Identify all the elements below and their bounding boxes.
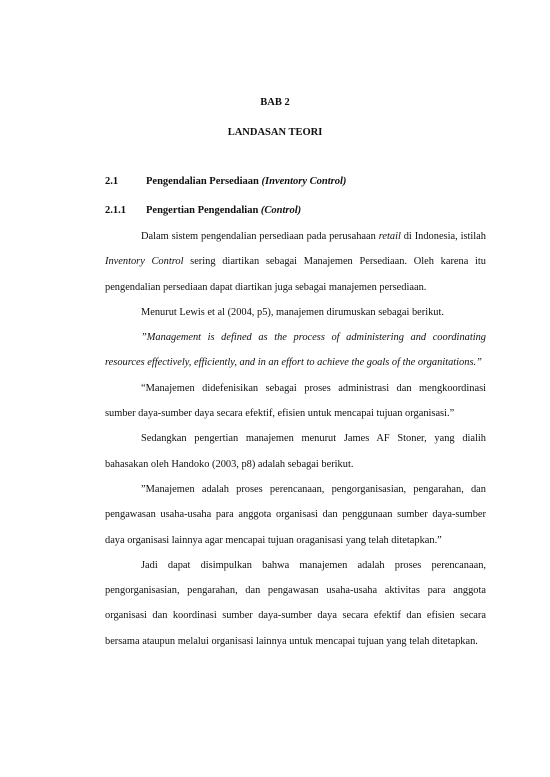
paragraph-text: di Indonesia, istilah <box>400 231 486 242</box>
chapter-title: LANDASAN TEORI <box>227 127 323 138</box>
subsection-heading <box>105 205 301 216</box>
italic-term: Inventory Control <box>105 256 184 268</box>
paragraph-quote-stoner: ”Manajemen adalah proses perencanaan, pengorganisasian, pengarahan, dan pengawasan usaha-usaha para anggota organisasi dan penggunaan sumber daya-sumber daya organisasi lainnya agar mencapai tujuan oraganisasi yang telah ditetapkan.” <box>105 483 486 546</box>
section-title-italic: (Inventory Control) <box>261 176 347 187</box>
section-title: Pengendalian Persediaan <box>146 176 262 187</box>
body-text <box>105 224 486 654</box>
section-number: 2.1 <box>105 176 119 187</box>
subsection-number: 2.1.1 <box>105 205 126 216</box>
paragraph-text: sering diartikan sebagai Manajemen Persediaan. Oleh karena itu pengendalian persediaan dapat diartikan juga sebagai manajemen persediaan. <box>105 256 486 293</box>
paragraph-conclusion: Jadi dapat disimpulkan bahwa manajemen adalah proses perencanaan, pengorganisasian, pengarahan, dan pengawasan usaha-usaha aktivitas para anggota organisasi dan koordinasi sumber daya-sumber daya secara efektif dan efisien secara bersama ataupun melalui organisasi lainnya untuk mencapai tujuan yang telah ditetapkan. <box>105 559 486 647</box>
paragraph-intro <box>105 224 486 300</box>
paragraph-quote-english: ”Management is defined as the process of administering and coordinating resources effectively, efficiently, and in an effort to achieve the goals of the organitations.” <box>105 332 486 369</box>
section-heading <box>105 176 346 187</box>
subsection-title-italic: (Control) <box>260 205 302 216</box>
paragraph-quote-translation: “Manajemen didefenisikan sebagai proses administrasi dan mengkoordinasi sumber daya-sumber daya secara efektif, efisien untuk mencapai tujuan organisasi.” <box>105 382 486 420</box>
chapter-number: BAB 2 <box>260 97 290 108</box>
italic-term: retail <box>378 231 401 242</box>
paragraph-stoner: Sedangkan pengertian manajemen menurut James AF Stoner, yang dialih bahasakan oleh Handoko (2003, p8) adalah sebagai berikut. <box>105 433 486 470</box>
paragraph-text: Dalam sistem pengendalian persediaan pada perusahaan <box>141 231 379 242</box>
paragraph-lewis: Menurut Lewis et al (2004, p5), manajemen dirumuskan sebagai berikut. <box>141 306 444 318</box>
subsection-title: Pengertian Pengendalian <box>146 205 261 216</box>
